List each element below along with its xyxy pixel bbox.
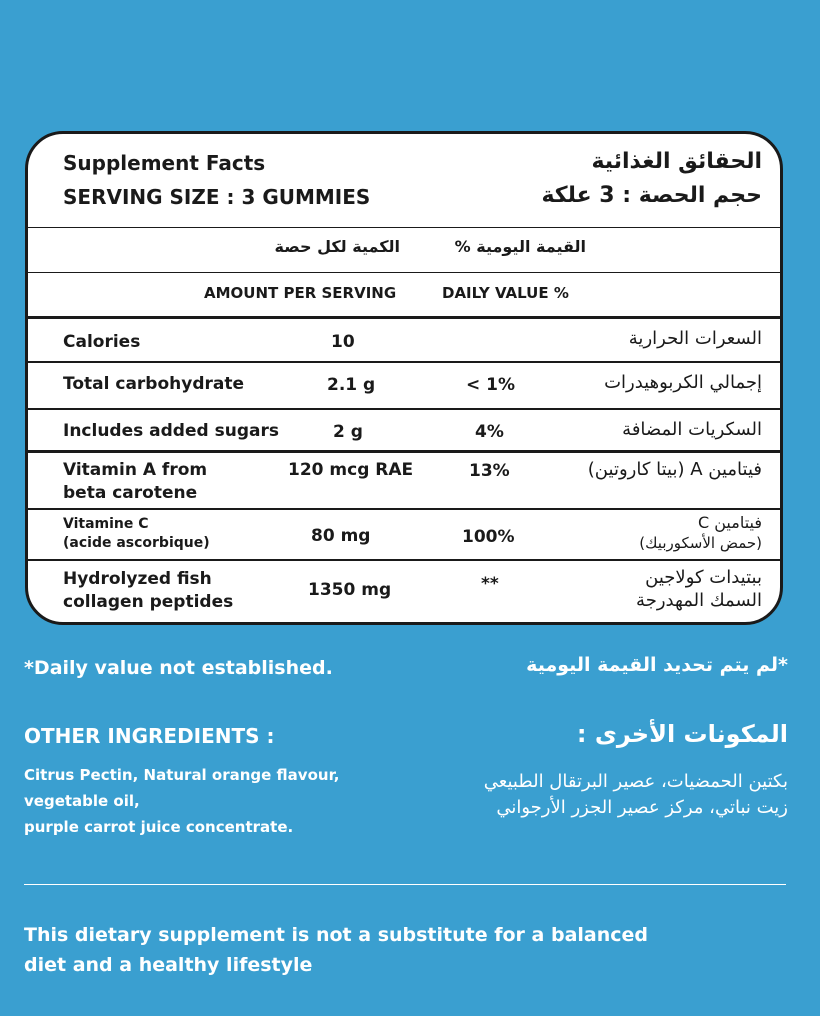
- nutrient-name-ar: فيتامين C: [697, 513, 762, 532]
- divider: [28, 559, 780, 561]
- divider: [28, 227, 780, 228]
- header-ar-dv: القيمة اليومية %: [454, 237, 586, 256]
- divider: [28, 361, 780, 363]
- nutrient-name-en-line2: beta carotene: [63, 483, 198, 503]
- nutrient-name-en: Vitamine C: [63, 516, 149, 532]
- nutrient-amount: 120 mcg RAE: [288, 460, 414, 480]
- ingredients-heading-ar: المكونات الأخرى :: [576, 720, 788, 748]
- header-en-amount: AMOUNT PER SERVING: [204, 284, 397, 302]
- divider: [28, 408, 780, 410]
- disclaimer-line: This dietary supplement is not a substitute for a balanced: [24, 924, 648, 946]
- ingredients-en-line: vegetable oil,: [24, 792, 140, 810]
- title-ar: الحقائق الغذائية: [591, 149, 762, 174]
- supplement-facts-panel: [25, 131, 783, 625]
- ingredients-en-line: purple carrot juice concentrate.: [24, 818, 294, 836]
- nutrient-name-en-line2: collagen peptides: [63, 592, 234, 612]
- nutrient-name-ar: السعرات الحرارية: [628, 328, 762, 349]
- header-ar-amount: الكمية لكل حصة: [274, 237, 400, 256]
- nutrient-name-ar: السكريات المضافة: [622, 419, 762, 440]
- divider: [28, 508, 780, 510]
- ingredients-heading-en: OTHER INGREDIENTS :: [24, 724, 275, 748]
- title-en: Supplement Facts: [63, 151, 266, 175]
- header-en-dv: DAILY VALUE %: [442, 284, 569, 302]
- ingredients-en-line: Citrus Pectin, Natural orange flavour,: [24, 766, 340, 784]
- nutrient-name-en: Total carbohydrate: [63, 374, 245, 394]
- nutrient-name-en: Calories: [63, 332, 141, 352]
- nutrient-daily-value: **: [481, 574, 499, 594]
- nutrient-name-ar-line2: السمك المهدرجة: [636, 590, 762, 611]
- nutrient-daily-value: 4%: [475, 422, 504, 442]
- nutrient-amount: 10: [331, 332, 355, 352]
- footnote-ar: *لم يتم تحديد القيمة اليومية: [526, 654, 788, 676]
- thick-divider: [28, 316, 780, 319]
- nutrient-name-ar: إجمالي الكربوهيدرات: [604, 372, 762, 393]
- nutrient-name-en-line2: (acide ascorbique): [63, 535, 210, 551]
- nutrient-daily-value: < 1%: [466, 375, 516, 395]
- thick-divider: [28, 450, 780, 453]
- separator-line: [24, 884, 786, 885]
- ingredients-ar-line: زيت نباتي، مركز عصير الجزر الأرجواني: [496, 797, 788, 818]
- divider: [28, 272, 780, 273]
- nutrient-name-en: Vitamin A from: [63, 460, 208, 480]
- serving-size-en: SERVING SIZE : 3 GUMMIES: [63, 185, 371, 209]
- nutrient-amount: 2 g: [333, 422, 363, 442]
- serving-size-ar: حجم الحصة : 3 علكة: [541, 183, 762, 208]
- nutrient-name-en: Hydrolyzed fish: [63, 569, 212, 589]
- footnote-en: *Daily value not established.: [24, 657, 333, 679]
- disclaimer-line: diet and a healthy lifestyle: [24, 954, 313, 976]
- nutrient-daily-value: 100%: [462, 527, 515, 547]
- ingredients-ar-line: بكتين الحمضيات، عصير البرتقال الطبيعي: [483, 771, 788, 792]
- nutrient-name-ar-line2: (حمض الأسكوربيك): [639, 534, 762, 552]
- nutrient-amount: 80 mg: [311, 526, 371, 546]
- nutrient-name-en: Includes added sugars: [63, 421, 279, 441]
- nutrient-name-ar: فيتامين A (بيتا كاروتين): [587, 459, 762, 480]
- nutrient-daily-value: 13%: [469, 461, 510, 481]
- nutrient-amount: 1350 mg: [308, 580, 392, 600]
- nutrient-name-ar: ببتيدات كولاجين: [645, 567, 762, 588]
- nutrient-amount: 2.1 g: [327, 375, 376, 395]
